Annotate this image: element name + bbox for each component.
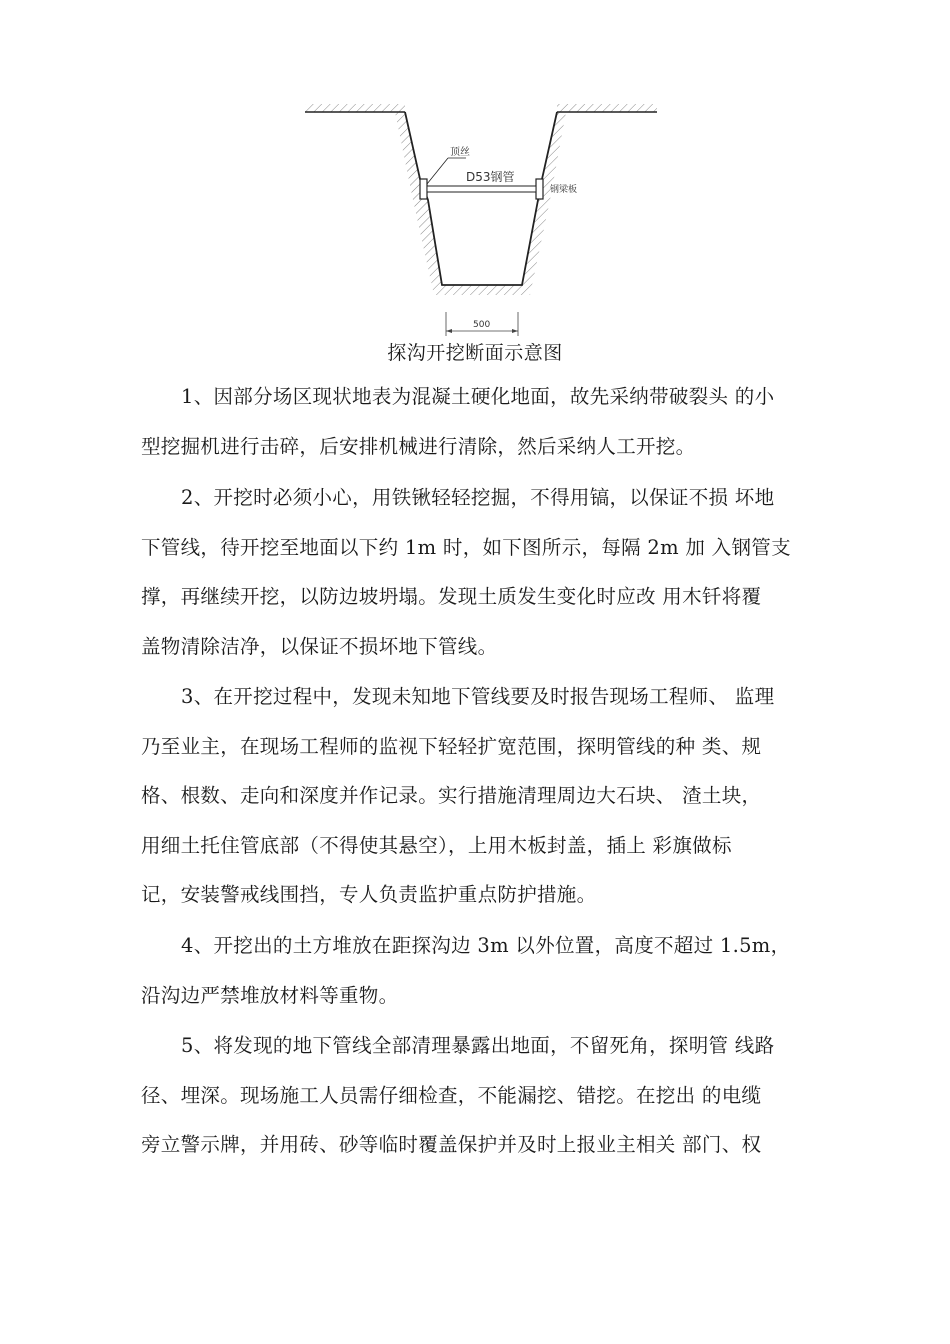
dim-arrow-right	[512, 329, 518, 333]
ground-hatch-left	[305, 104, 405, 112]
text-line: 型挖掘机进行击碎，后安排机械进行清除，然后采纳人工开挖。	[141, 435, 696, 458]
trench-section-diagram	[300, 100, 670, 345]
figure-caption: 探沟开挖断面示意图	[387, 342, 563, 364]
dim-arrow-left	[446, 329, 452, 333]
leader-line-top	[427, 158, 448, 184]
text-line: 1、因部分场区现状地表为混凝土硬化地面，故先采纳带破裂头 的小	[181, 385, 775, 408]
dimension-label: 500	[473, 320, 491, 330]
text-line: 沿沟边严禁堆放材料等重物。	[141, 984, 399, 1007]
text-line: 下管线，待开挖至地面以下约 1m 时，如下图所示，每隔 2m 加 入钢管支	[141, 536, 791, 559]
wall-hatch-right	[522, 112, 566, 295]
text-line: 旁立警示牌，并用砖、砂等临时覆盖保护并及时上报业主相关 部门、权	[141, 1133, 762, 1156]
label-steel-plate: 钢梁板	[550, 185, 578, 195]
wall-hatch-left	[395, 112, 442, 295]
text-line: 撑，再继续开挖，以防边坡坍塌。发现土质发生变化时应改 用木钎将覆	[141, 585, 762, 608]
steel-pipe-strut	[427, 186, 536, 192]
label-steel-pipe: D53钢管	[466, 170, 515, 184]
text-line: 乃至业主，在现场工程师的监视下轻轻扩宽范围，探明管线的种 类、规	[141, 735, 762, 758]
label-top-screw: 顶丝	[450, 147, 470, 158]
bottom-hatch	[434, 285, 530, 295]
text-line: 记，安装警戒线围挡，专人负责监护重点防护措施。	[141, 883, 597, 906]
text-line: 2、开挖时必须小心，用铁锹轻轻挖掘，不得用镐，以保证不损 坏地	[181, 486, 775, 509]
text-line: 3、在开挖过程中，发现未知地下管线要及时报告现场工程师、 监理	[181, 685, 775, 708]
text-line: 格、根数、走向和深度并作记录。实行措施清理周边大石块、 渣土块，	[141, 784, 762, 807]
text-line: 径、埋深。现场施工人员需仔细检查，不能漏挖、错挖。在挖出 的电缆	[141, 1084, 762, 1107]
ground-hatch-right	[557, 104, 657, 112]
text-line: 4、开挖出的土方堆放在距探沟边 3m 以外位置，高度不超过 1.5m，	[181, 934, 791, 957]
text-line: 盖物清除洁净，以保证不损坏地下管线。	[141, 635, 498, 658]
steel-plate-left	[420, 179, 427, 199]
text-line: 用细土托住管底部（不得使其悬空），上用木板封盖，插上 彩旗做标	[141, 834, 732, 857]
steel-plate-right	[536, 179, 543, 199]
text-line: 5、将发现的地下管线全部清理暴露出地面，不留死角，探明管 线路	[181, 1034, 775, 1057]
trench-drawing	[300, 100, 670, 345]
